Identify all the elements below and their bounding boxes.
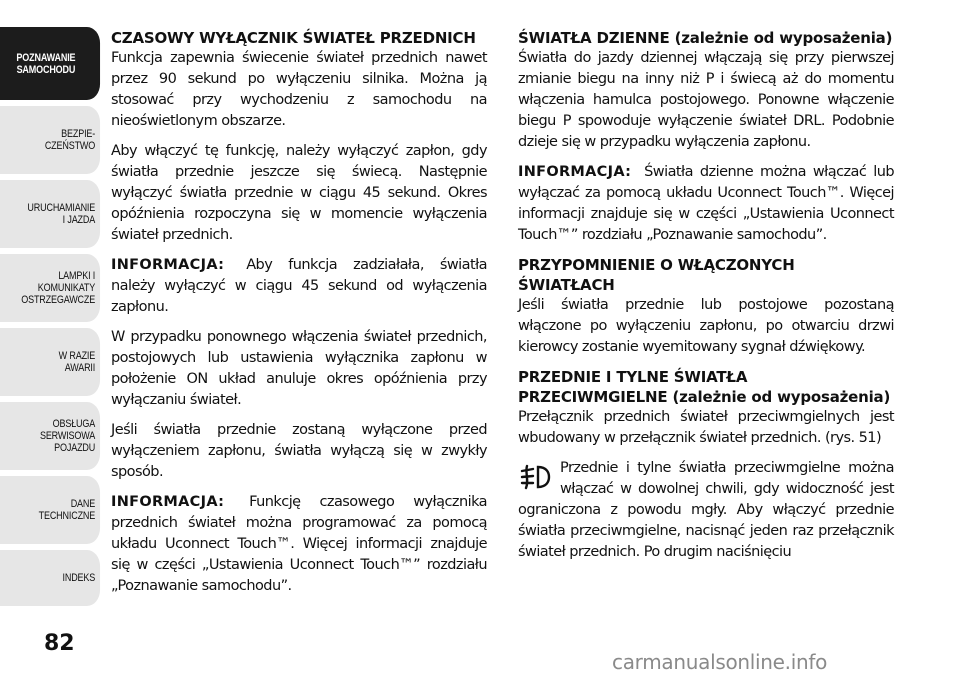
tab-label-line: URUCHAMIANIE — [27, 202, 96, 214]
tab-bezpieczenstwo[interactable] — [0, 106, 100, 174]
paragraph: Aby włączyć tę funkcję, należy wyłączyć zapłon, gdy światła przednie jeszcze się świecą. Następnie wyłączyć światła przednie w ciągu 45 sekund. Okres opóźnienia rozpoczyna się w momencie wyłączenia świateł przednich. — [111, 143, 487, 243]
info-note — [518, 162, 894, 246]
tab-lampki-i-komunikaty[interactable] — [0, 254, 100, 322]
left-column — [111, 28, 487, 606]
info-text: Aby funkcja zadziałała, światła należy wyłączyć w ciągu 45 sekund od wyłączenia zapłonu. — [111, 257, 487, 315]
info-label: INFORMACJA: — [111, 257, 225, 273]
tab-label-line: W RAZIE — [58, 350, 96, 362]
tab-label-line: KOMUNIKATY — [37, 282, 96, 294]
tab-dane-techniczne[interactable] — [0, 476, 100, 544]
front-fog-light-icon — [518, 462, 552, 492]
paragraph-with-icon — [518, 458, 894, 563]
paragraph: Jeśli światła przednie zostaną wyłączone przed wyłączeniem zapłonu, światła wyłączą się w zwykły sposób. — [111, 422, 487, 480]
page-number: 82 — [44, 631, 75, 656]
tab-label-line: TECHNICZNE — [38, 510, 96, 522]
tab-label-line: POJAZDU — [54, 442, 96, 454]
info-text: Światła dzienne można włączać lub wyłączać za pomocą układu Uconnect Touch™. Więcej informacji znajduje się w części „Ustawienia Uconnect Touch™” rozdziału „Poznawanie samochodu”. — [518, 164, 894, 243]
tab-label-line: SAMOCHODU — [16, 63, 76, 76]
heading-czasowy-wylacznik: CZASOWY WYŁĄCZNIK ŚWIATEŁ PRZEDNICH — [111, 29, 476, 47]
watermark: carmanualsonline.info — [612, 650, 828, 674]
info-text: Funkcję czasowego wyłącznika przednich świateł można programować za pomocą układu Uconnect Touch™. Więcej informacji znajduje się w części „Ustawienia Uconnect Touch™” rozdziału „Poznawanie samochodu”. — [111, 494, 487, 594]
right-column — [518, 28, 894, 572]
heading-swiatla-dzienne: ŚWIATŁA DZIENNE (zależnie od wyposażenia) — [518, 29, 893, 47]
tab-w-razie-awarii[interactable] — [0, 328, 100, 396]
tab-label-line: INDEKS — [62, 572, 96, 584]
paragraph-text: Przednie i tylne światła przeciwmgielne można włączać w dowolnej chwili, gdy widoczność jest ograniczona z powodu mgły. Aby włączyć przednie światła przeciwmgielne, nacisnąć jeden raz przełącznik świateł przednich. Po drugim naciśnięciu — [518, 460, 894, 560]
heading-przypomnienie: PRZYPOMNIENIE O WŁĄCZONYCH ŚWIATŁACH — [518, 256, 795, 294]
paragraph: Funkcja zapewnia świecenie świateł przednich nawet przez 90 sekund po wyłączeniu silnika. Można ją stosować przy wychodzeniu z samochodu na nieoświetlonym obszarze. — [111, 50, 487, 129]
tab-uruchamianie-i-jazda[interactable] — [0, 180, 100, 248]
heading-swiatla-przeciwmgielne: PRZEDNIE I TYLNE ŚWIATŁA PRZECIWMGIELNE (zależnie od wyposażenia) — [518, 368, 891, 406]
tab-label-line: LAMPKI I — [58, 270, 96, 282]
paragraph: Przełącznik przednich świateł przeciwmgielnych jest wbudowany w przełącznik świateł przednich. (rys. 51) — [518, 409, 894, 446]
info-note — [111, 255, 487, 318]
tab-label-line: DANE — [70, 498, 96, 510]
tab-label-line: SERWISOWA — [39, 430, 96, 442]
tab-indeks[interactable] — [0, 550, 100, 606]
tab-poznawanie-samochodu[interactable] — [0, 27, 100, 100]
tab-label-line: BEZPIE- — [61, 128, 96, 140]
info-label: INFORMACJA: — [518, 164, 632, 180]
info-note — [111, 492, 487, 597]
tab-label-line: AWARII — [64, 362, 96, 374]
paragraph: Światła do jazdy dziennej włączają się przy pierwszej zmianie biegu na inny niż P i świecą aż do momentu włączenia hamulca postojowego. Ponowne włączenie biegu P spowoduje wyłączenie świateł DRL. Podobnie dzieje się w przypadku wyłączenia zapłonu. — [518, 50, 894, 150]
tab-label-line: I JAZDA — [62, 214, 96, 226]
tab-label-line: OBSŁUGA — [52, 418, 96, 430]
paragraph: Jeśli światła przednie lub postojowe pozostaną włączone po wyłączeniu zapłonu, po otwarciu drzwi kierowcy zostanie wyemitowany sygnał dźwiękowy. — [518, 297, 894, 355]
tab-label-line: POZNAWANIE — [16, 51, 76, 64]
info-label: INFORMACJA: — [111, 494, 225, 510]
paragraph: W przypadku ponownego włączenia świateł przednich, postojowych lub ustawienia wyłącznika zapłonu w położenie ON układ anuluje okres opóźnienia przy wyłączaniu świateł. — [111, 329, 487, 408]
tab-label-line: CZEŃSTWO — [44, 140, 96, 152]
tab-label-line: OSTRZEGAWCZE — [21, 294, 96, 306]
tab-obsluga-serwisowa[interactable] — [0, 402, 100, 470]
